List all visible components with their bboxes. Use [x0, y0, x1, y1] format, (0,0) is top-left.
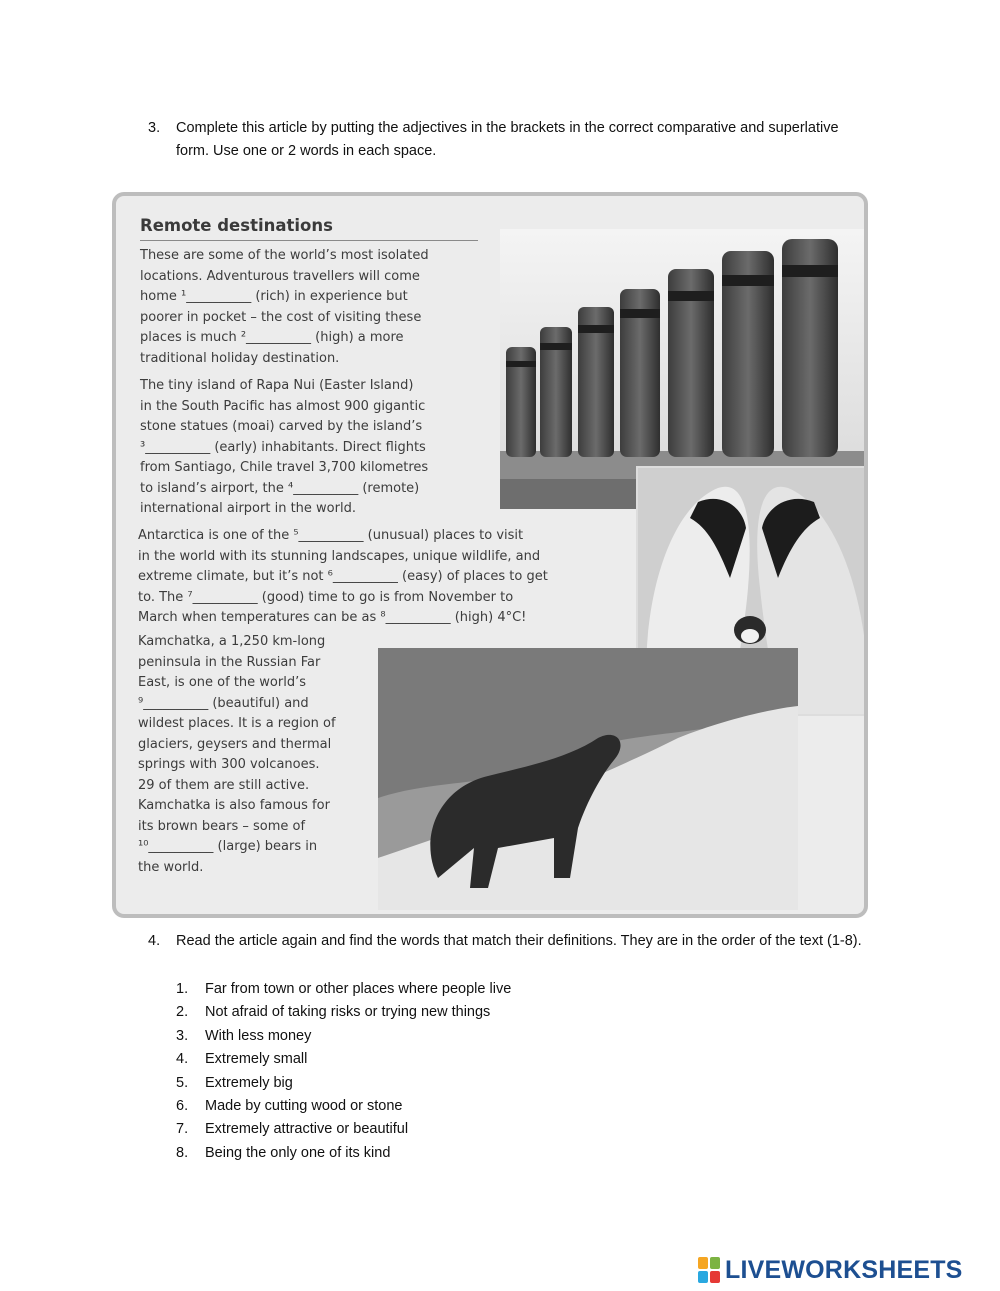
- article-line: extreme climate, but it’s not ⁶__________ (easy) of places to get: [138, 569, 548, 584]
- article-line: The tiny island of Rapa Nui (Easter Island): [140, 378, 414, 393]
- article-line: in the South Pacific has almost 900 gigantic: [140, 398, 426, 414]
- intro-paragraph: [140, 246, 429, 369]
- article-line: international airport in the world.: [140, 501, 356, 516]
- list-item-text: Made by cutting wood or stone: [205, 1097, 403, 1114]
- article-line: places is much ²__________ (high) a more: [140, 330, 404, 345]
- article-line: traditional holiday destination.: [140, 350, 340, 366]
- question-4-number: 4.: [148, 933, 161, 949]
- list-item-number: 7.: [176, 1121, 189, 1138]
- list-item: [176, 1001, 511, 1024]
- definitions-list: [176, 978, 511, 1165]
- logo-block: [698, 1257, 708, 1269]
- article-line: to island’s airport, the ⁴__________ (remote): [140, 480, 420, 496]
- list-item-number: 8.: [176, 1144, 189, 1161]
- article-line: March when temperatures can be as ⁸__________ (high) 4°C!: [138, 610, 527, 625]
- article-line: the world.: [138, 859, 204, 875]
- list-item: [176, 1118, 511, 1141]
- article-line: 29 of them are still active.: [138, 777, 310, 793]
- article-line: springs with 300 volcanoes.: [138, 757, 320, 772]
- logo-blocks-icon: [698, 1257, 720, 1283]
- article-line: Kamchatka, a 1,250 km-long: [138, 634, 326, 649]
- list-item: [176, 1048, 511, 1071]
- question-4-text: Read the article again and find the words that match their definitions. They are in the order of the text (1-8).: [176, 933, 862, 949]
- article-line: Antarctica is one of the ⁵__________ (unusual) places to visit: [138, 528, 524, 543]
- article-line: its brown bears – some of: [138, 818, 306, 834]
- liveworksheets-logo: [698, 1255, 963, 1285]
- list-item-text: Not afraid of taking risks or trying new things: [205, 1004, 491, 1021]
- article-title: Remote destinations: [140, 216, 333, 235]
- logo-block: [710, 1257, 720, 1269]
- article-panel: [112, 192, 868, 918]
- list-item: [176, 978, 511, 1001]
- list-item: [176, 1142, 511, 1165]
- logo-text: LIVEWORKSHEETS: [725, 1255, 963, 1284]
- list-item-text: With less money: [205, 1027, 312, 1044]
- list-item: [176, 1025, 511, 1048]
- article-line: from Santiago, Chile travel 3,700 kilometres: [140, 460, 429, 475]
- article-line: glaciers, geysers and thermal: [138, 736, 332, 752]
- list-item-number: 2.: [176, 1004, 189, 1021]
- question-3-text: Complete this article by putting the adjectives in the brackets in the correct comparative and superlative form. Use one or 2 words in each space.: [176, 120, 839, 159]
- list-item-text: Extremely small: [205, 1051, 308, 1068]
- list-item-number: 1.: [176, 981, 189, 997]
- article-line: peninsula in the Russian Far: [138, 654, 321, 670]
- article-line: stone statues (moai) carved by the island’s: [140, 419, 423, 434]
- list-item-text: Extremely attractive or beautiful: [205, 1121, 409, 1138]
- article-line: These are some of the world’s most isolated: [140, 248, 429, 263]
- list-item-number: 3.: [176, 1027, 189, 1044]
- article-line: home ¹__________ (rich) in experience but: [140, 289, 408, 304]
- question-3: [148, 117, 868, 163]
- list-item: [176, 1095, 511, 1118]
- kamchatka-paragraph: [138, 632, 336, 878]
- list-item-number: 6.: [176, 1097, 189, 1114]
- article-line: in the world with its stunning landscapes, unique wildlife, and: [138, 548, 541, 564]
- antarctica-paragraph: [138, 526, 548, 629]
- article-line: ¹⁰__________ (large) bears in: [138, 839, 318, 854]
- list-item-text: Far from town or other places where people live: [205, 981, 512, 997]
- question-4: [148, 930, 868, 953]
- article-line: poorer in pocket – the cost of visiting these: [140, 309, 422, 325]
- logo-block: [698, 1271, 708, 1283]
- question-3-number: 3.: [148, 120, 161, 136]
- article-line: ³__________ (early) inhabitants. Direct flights: [140, 439, 426, 455]
- brown-bear-photo: [378, 648, 798, 910]
- list-item-text: Being the only one of its kind: [205, 1144, 391, 1161]
- article-line: to. The ⁷__________ (good) time to go is from November to: [138, 589, 514, 605]
- list-item: [176, 1072, 511, 1095]
- list-item-text: Extremely big: [205, 1074, 293, 1091]
- article-line: Kamchatka is also famous for: [138, 798, 330, 813]
- article-line: East, is one of the world’s: [138, 675, 306, 690]
- title-underline: [140, 240, 478, 241]
- logo-block: [710, 1271, 720, 1283]
- rapa-nui-paragraph: [140, 376, 428, 520]
- article-line: ⁹__________ (beautiful) and: [138, 695, 309, 711]
- article-line: locations. Adventurous travellers will come: [140, 268, 420, 284]
- list-item-number: 4.: [176, 1051, 189, 1068]
- list-item-number: 5.: [176, 1074, 189, 1091]
- article-line: wildest places. It is a region of: [138, 716, 336, 731]
